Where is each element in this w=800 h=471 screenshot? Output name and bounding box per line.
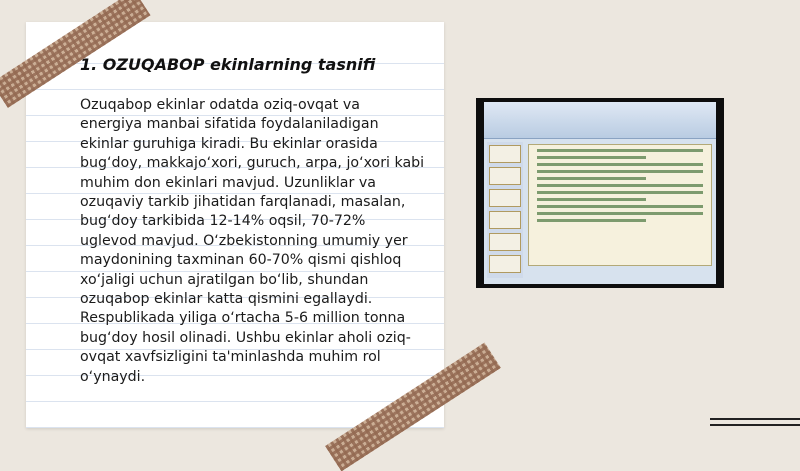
slide-title: 1. OZUQABOP ekinlarning tasnifi — [80, 55, 376, 74]
text-line — [537, 163, 703, 166]
thumbnail-image — [489, 189, 521, 207]
decorative-lines — [710, 418, 800, 432]
thumbnail-image — [489, 167, 521, 185]
text-line — [537, 198, 646, 201]
text-line — [537, 149, 703, 152]
powerpoint-window-image — [484, 102, 716, 284]
text-line — [537, 177, 646, 180]
screenshot-image — [476, 98, 724, 288]
text-line — [537, 212, 703, 215]
thumbnail-image — [489, 233, 521, 251]
text-line — [537, 219, 646, 222]
text-line — [537, 191, 703, 194]
text-line — [537, 184, 703, 187]
text-line — [537, 205, 703, 208]
thumbnail-image — [489, 255, 521, 273]
text-line — [537, 156, 646, 159]
thumbnail-image — [489, 211, 521, 229]
ribbon-toolbar-image — [484, 102, 716, 139]
thumbnail-image — [489, 145, 521, 163]
text-line — [537, 170, 703, 173]
slide-preview-image — [528, 144, 712, 266]
slide-thumbnails-image — [487, 142, 523, 278]
slide-paragraph: Ozuqabop ekinlar odatda oziq-ovqat va energiya manbai sifatida foydalaniladigan ekinlar guruhiga kiradi. Bu ekinlar orasida bug‘doy, makkajo‘xori, guruch, arpa, jo‘xori kabi muhim don ekinlari mavjud. Uzunliklar va ozuqaviy tarkib jihatidan farqlanadi, masalan, bug‘doy tarkibida 12-14% oqsil, 70-72% uglevod mavjud. O‘zbekistonning umumiy yer maydonining taxminan 60-70% qismi qishloq xo‘jaligi uchun ajratilgan bo‘lib, shundan ozuqabop ekinlar katta qismini egallaydi. Respublikada yiliga o‘rtacha 5-6 million tonna bug‘doy hosil olinadi. Ushbu ekinlar aholi oziq-ovqat xavfsizligini ta'minlashda muhim rol o‘ynaydi. — [80, 97, 425, 385]
